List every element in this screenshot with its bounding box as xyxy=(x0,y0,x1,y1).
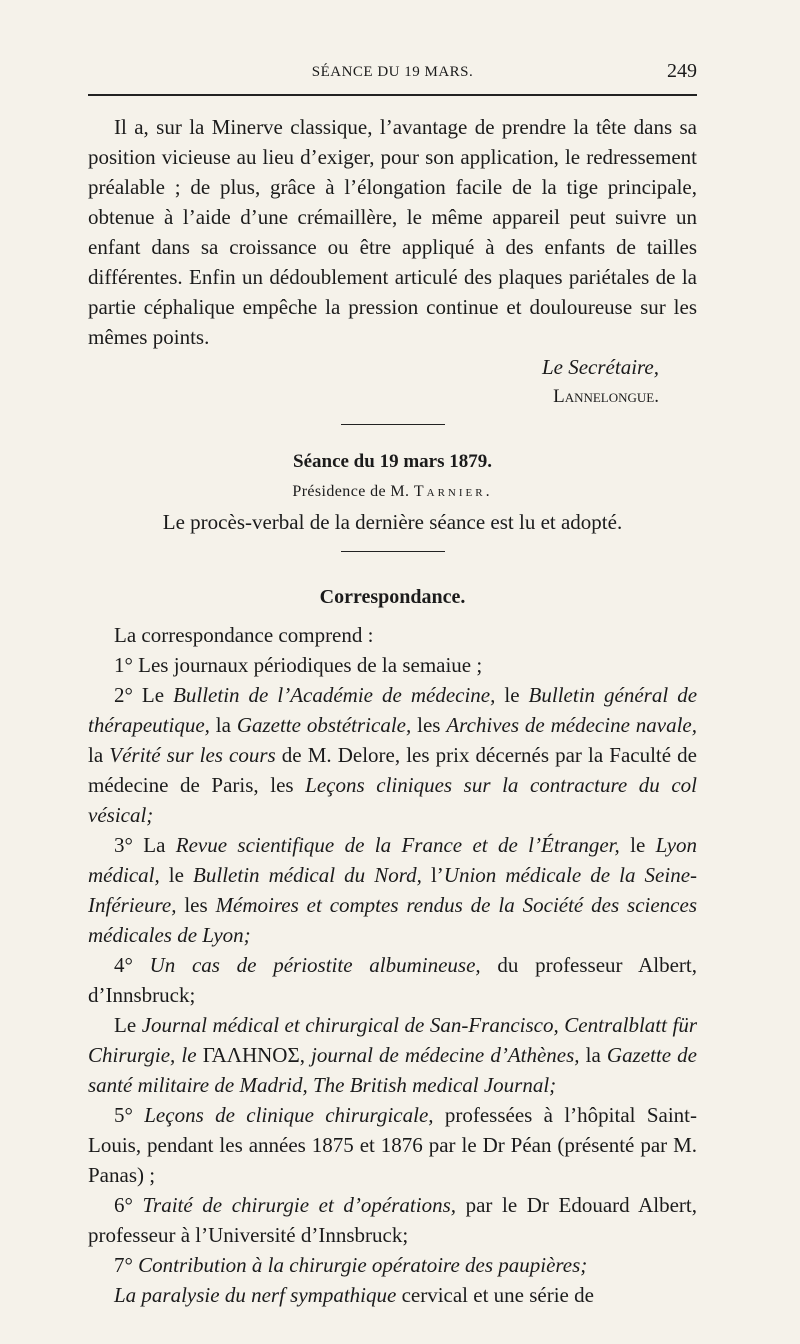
publication-title: Traité de chirurgie et d’opérations, xyxy=(142,1193,456,1217)
item-number: 7° xyxy=(114,1253,139,1277)
publication-title: Leçons de clinique chirurgicale, xyxy=(144,1103,434,1127)
correspondance-item-8 xyxy=(88,1280,697,1310)
text-fragment: le xyxy=(159,863,194,887)
text-fragment: l’ xyxy=(421,863,444,887)
correspondance-heading: Correspondance. xyxy=(319,586,466,608)
publication-title: La paralysie du nerf sympathique xyxy=(114,1283,397,1307)
text-fragment: les xyxy=(411,713,447,737)
correspondance-item-5 xyxy=(88,1100,697,1190)
publication-title: Vérité sur les cours xyxy=(109,743,276,767)
text-fragment: professées à l’hôpital Saint-Louis, pendant les années 1875 et 1876 par le Dr Péan (présenté par M. Panas) ; xyxy=(88,1103,697,1187)
text-fragment: les xyxy=(176,893,216,917)
header-rule xyxy=(88,94,697,96)
session-presidency xyxy=(88,477,697,507)
text-fragment: cervical et une série de xyxy=(396,1283,594,1307)
president-name: Tarnier. xyxy=(413,483,493,500)
page-header xyxy=(88,60,697,90)
running-head: SÉANCE DU 19 MARS. xyxy=(311,64,474,80)
text-fragment: le xyxy=(495,683,529,707)
session-minutes: Le procès-verbal de la dernière séance est lu et adopté. xyxy=(162,510,623,534)
text-fragment: la xyxy=(579,1043,607,1067)
presidency-prefix: Présidence de M. xyxy=(292,483,410,500)
correspondance-item-7 xyxy=(88,1250,697,1280)
publication-title: Bulletin de l’Académie de médecine, xyxy=(173,683,496,707)
text-fragment: du professeur Albert, d’Innsbruck; xyxy=(88,953,697,1007)
text-fragment: Le xyxy=(114,1013,142,1037)
correspondance-item-6 xyxy=(88,1190,697,1250)
text-fragment: le xyxy=(619,833,656,857)
correspondance-item-4b xyxy=(88,1010,697,1100)
page-body xyxy=(88,112,697,1310)
correspondance-item-1: 1° Les journaux périodiques de la semaiue ; xyxy=(114,653,483,677)
text-fragment: journal de médecine d’Athènes, xyxy=(304,1043,580,1067)
correspondance-item-3 xyxy=(88,830,697,950)
publication-title: Contribution à la chirurgie opératoire des paupières; xyxy=(138,1253,588,1277)
publication-title: Bulletin médical du Nord, xyxy=(193,863,422,887)
publication-title: Journal médical et chirurgical de San-Francisco, Centralblatt für Chirurgie, le xyxy=(88,1013,697,1067)
publication-title: Archives de médecine navale, xyxy=(446,713,698,737)
publication-title: Lyon médical, xyxy=(88,833,698,887)
intro-paragraph: Il a, sur la Minerve classique, l’avantage de prendre la tête dans sa position vicieuse au lieu d’exiger, pour son application, le redressement préalable ; de plus, grâce à l’élongation facile de la tige principale, obtenue à l’aide d’une crémaillère, le même appareil peut suivre un enfant dans sa croissance ou être appliqué à des enfants de tailles différentes. Enfin un dédoublement articulé des plaques pariétales de la partie céphalique empêche la pression continue et douloureuse sur les mêmes points. xyxy=(88,115,697,349)
publication-title: Bulletin général de thérapeutique, xyxy=(88,683,698,737)
text-fragment: par le Dr Edouard Albert, professeur à l’Université d’Innsbruck; xyxy=(88,1193,697,1247)
publication-title: Un cas de périostite albumineuse, xyxy=(149,953,481,977)
session-title: Séance du 19 mars 1879. xyxy=(293,451,492,472)
publication-title: Mémoires et comptes rendus de la Société des sciences médicales de Lyon; xyxy=(88,893,697,947)
item-number: 4° xyxy=(114,953,150,977)
publication-title-greek: ΓΑΛΗΝΟΣ, xyxy=(202,1043,305,1067)
publication-title: Gazette obstétricale, xyxy=(236,713,412,737)
correspondance-item-4 xyxy=(88,950,697,1010)
signature-name: Lannelongue. xyxy=(553,386,659,407)
publication-title: Union médicale de la Seine-Inférieure, xyxy=(88,863,698,917)
publication-title: Revue scientifique de la France et de l’Étranger, xyxy=(175,833,620,857)
publication-title: Leçons cliniques sur la contracture du col vésical; xyxy=(88,773,697,827)
text-fragment: la xyxy=(209,713,237,737)
item-number: 2° Le xyxy=(114,683,174,707)
publication-title: Gazette de santé militaire de Madrid, The British medical Journal; xyxy=(88,1043,697,1097)
signature-title: Le Secrétaire, xyxy=(541,355,659,379)
text-fragment: de M. Delore, les prix décernés par la Faculté de médecine de Paris, les xyxy=(88,743,697,797)
correspondance-item-2 xyxy=(88,680,697,830)
item-number: 3° La xyxy=(114,833,176,857)
page-number: 249 xyxy=(667,60,697,82)
item-number: 6° xyxy=(114,1193,143,1217)
correspondance-intro: La correspondance comprend : xyxy=(114,623,374,647)
item-number: 5° xyxy=(114,1103,145,1127)
text-fragment: la xyxy=(88,743,110,767)
